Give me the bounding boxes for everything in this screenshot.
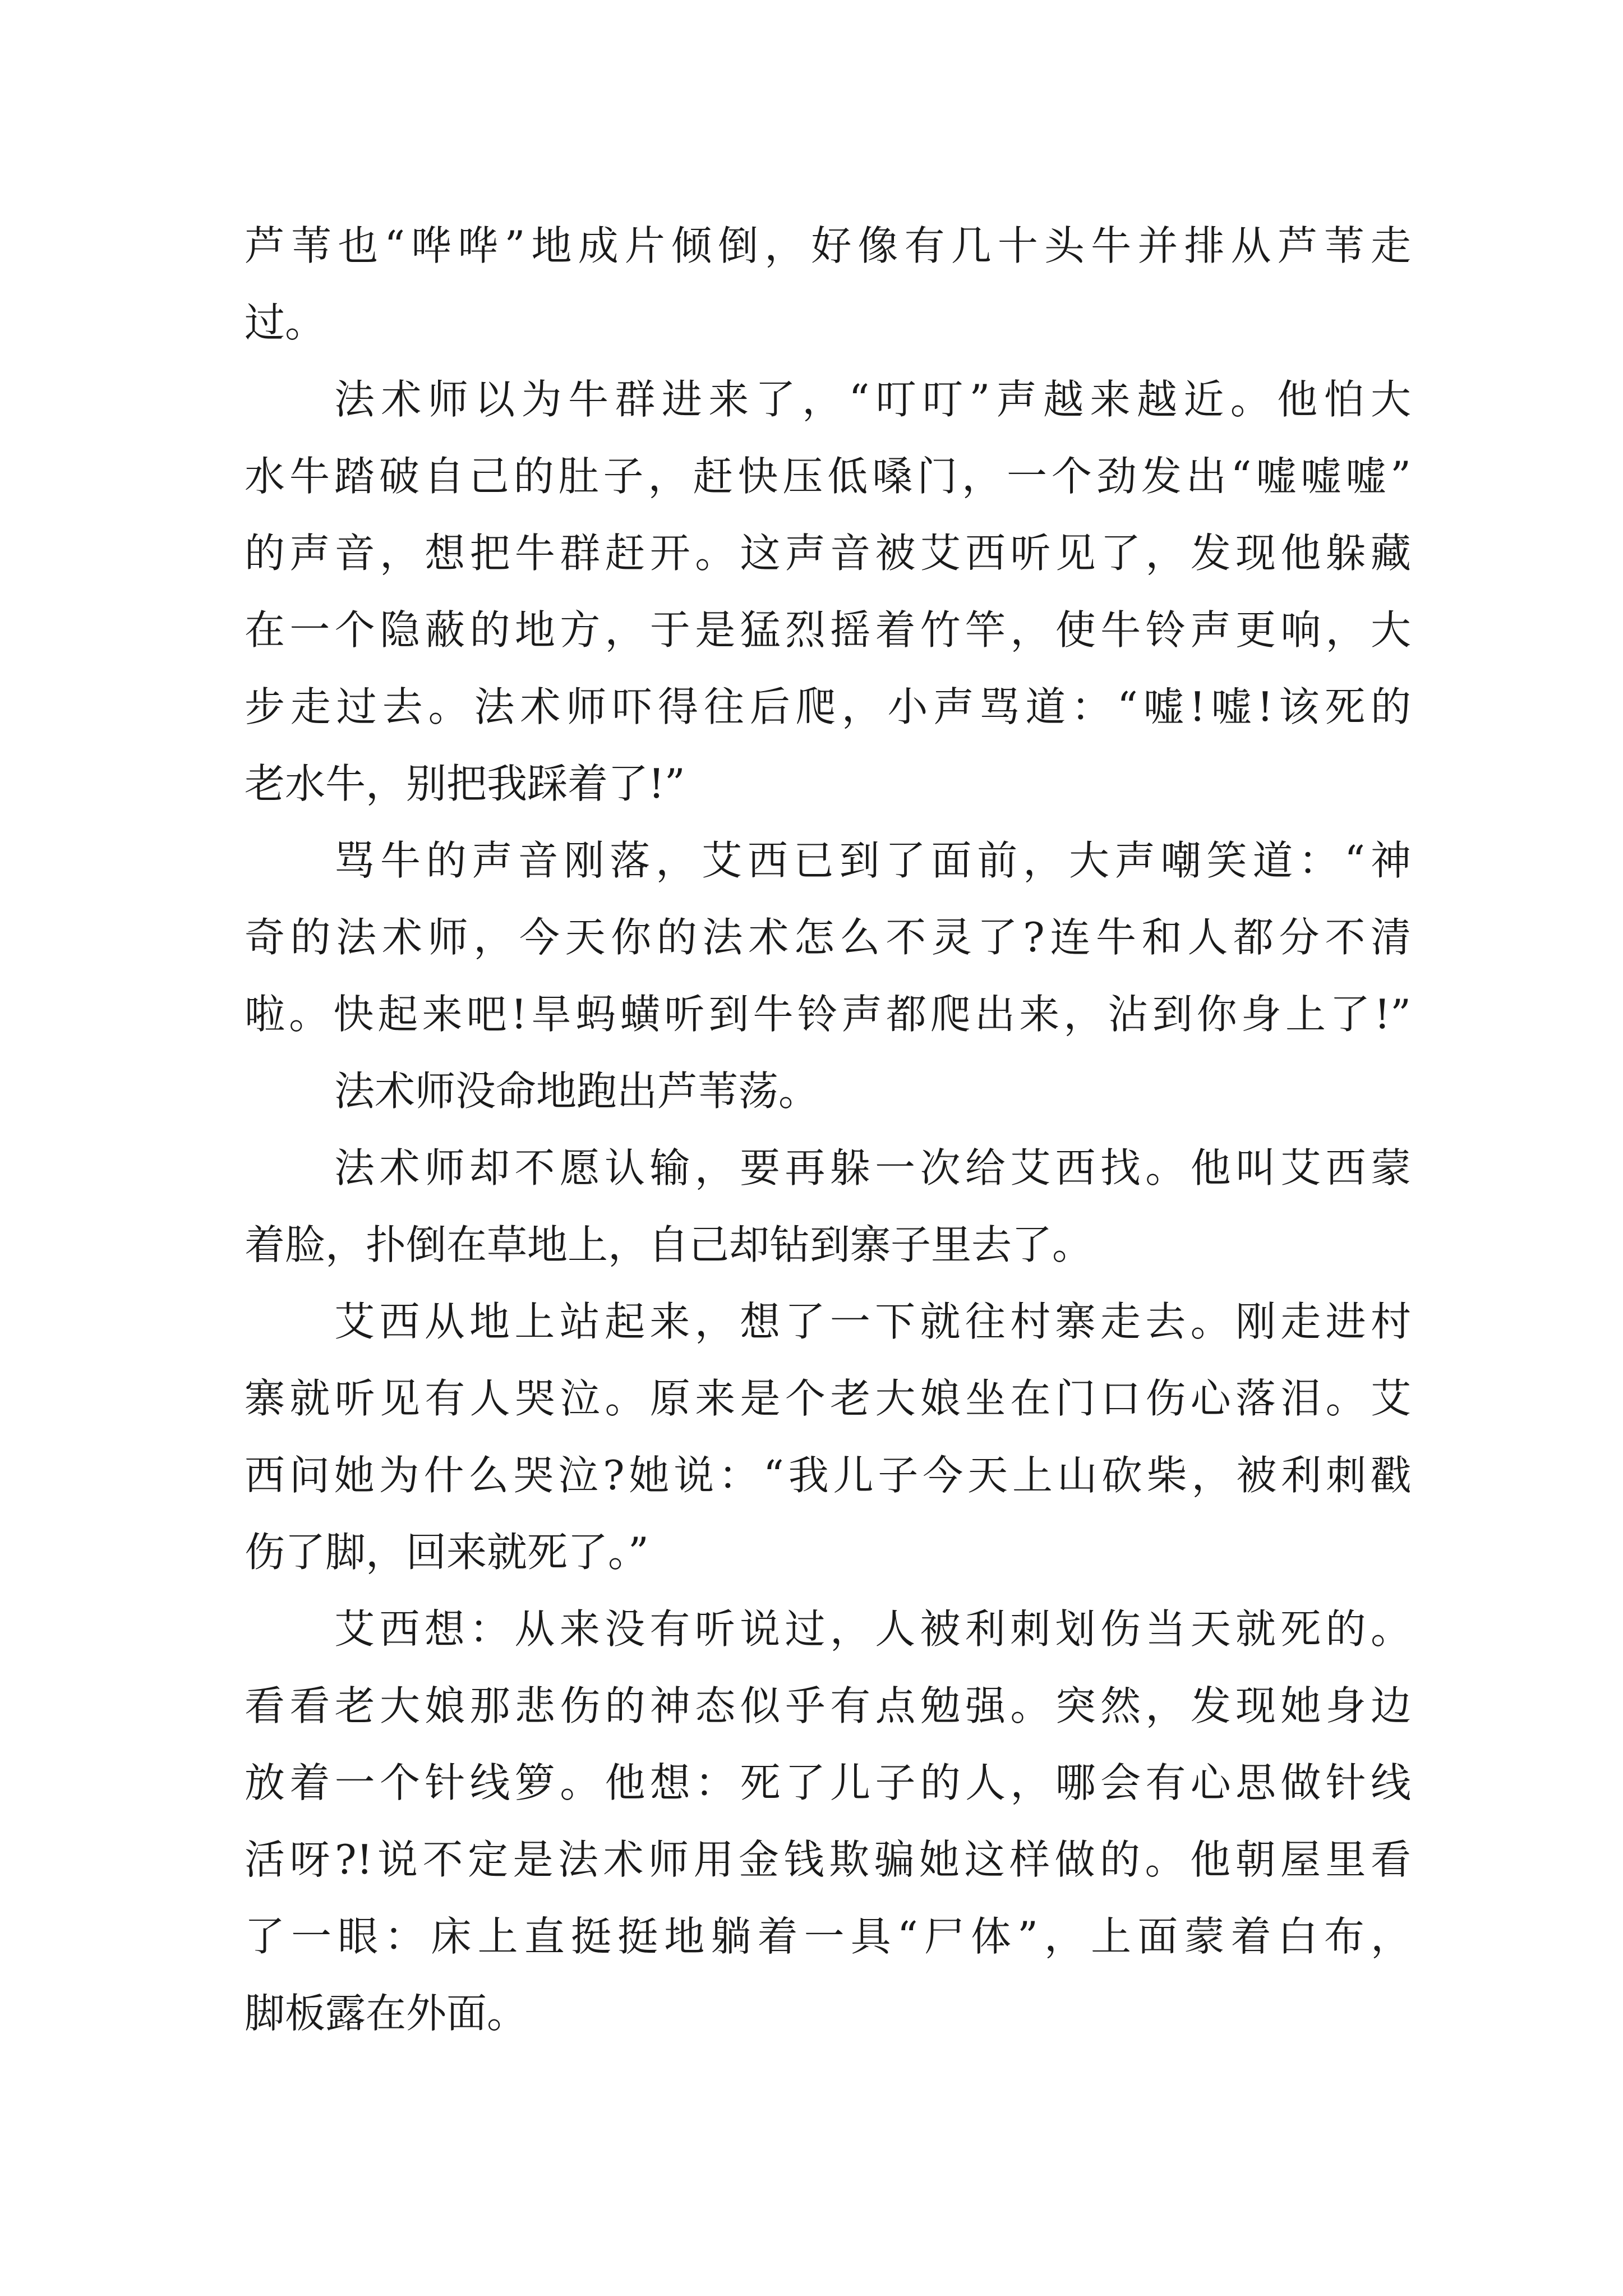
text-line: 奇的法术师，今天你的法术怎么不灵了?连牛和人都分不清 bbox=[245, 914, 1411, 961]
paragraph-start-line: 骂牛的声音刚落，艾西已到了面前，大声嘲笑道：“神 bbox=[334, 837, 1411, 884]
text-line: 着脸，扑倒在草地上，自己却钻到寨子里去了。 bbox=[245, 1221, 1093, 1268]
text-line: 步走过去。法术师吓得往后爬，小声骂道：“嘘!嘘!该死的 bbox=[245, 683, 1411, 730]
paragraph-start-line: 艾西从地上站起来，想了一下就往村寨走去。刚走进村 bbox=[334, 1298, 1411, 1345]
text-line: 啦。快起来吧!旱蚂蟥听到牛铃声都爬出来，沾到你身上了!” bbox=[245, 991, 1411, 1038]
text-line: 的声音，想把牛群赶开。这声音被艾西听见了，发现他躲藏 bbox=[245, 530, 1411, 577]
text-line: 水牛踏破自己的肚子，赶快压低嗓门，一个劲发出“嘘嘘嘘” bbox=[245, 453, 1411, 500]
text-line: 在一个隐蔽的地方，于是猛烈摇着竹竿，使牛铃声更响，大 bbox=[245, 606, 1411, 654]
story-text bbox=[245, 208, 1411, 2052]
text-line: 西问她为什么哭泣?她说：“我儿子今天上山砍柴，被利刺戳 bbox=[245, 1452, 1411, 1499]
text-line: 寨就听见有人哭泣。原来是个老大娘坐在门口伤心落泪。艾 bbox=[245, 1375, 1411, 1422]
text-line: 了一眼：床上直挺挺地躺着一具“尸体”，上面蒙着白布， bbox=[245, 1913, 1411, 1960]
paragraph-start-line: 艾西想：从来没有听说过，人被利刺划伤当天就死的。 bbox=[334, 1605, 1411, 1653]
paragraph-start-line: 法术师以为牛群进来了，“叮叮”声越来越近。他怕大 bbox=[334, 376, 1411, 423]
text-line: 看看老大娘那悲伤的神态似乎有点勉强。突然，发现她身边 bbox=[245, 1682, 1411, 1729]
text-line: 伤了脚，回来就死了。” bbox=[245, 1529, 649, 1576]
text-line: 活呀?!说不定是法术师用金钱欺骗她这样做的。他朝屋里看 bbox=[245, 1836, 1411, 1883]
text-line: 过。 bbox=[245, 299, 326, 346]
paragraph-start-line: 法术师没命地跑出芦苇荡。 bbox=[334, 1068, 819, 1115]
text-line: 芦苇也“哗哗”地成片倾倒，好像有几十头牛并排从芦苇走 bbox=[245, 222, 1411, 269]
paragraph-start-line: 法术师却不愿认输，要再躲一次给艾西找。他叫艾西蒙 bbox=[334, 1144, 1411, 1191]
text-line: 脚板露在外面。 bbox=[245, 1990, 528, 2037]
text-line: 放着一个针线箩。他想：死了儿子的人，哪会有心思做针线 bbox=[245, 1759, 1411, 1806]
text-line: 老水牛，别把我踩着了!” bbox=[245, 760, 685, 807]
